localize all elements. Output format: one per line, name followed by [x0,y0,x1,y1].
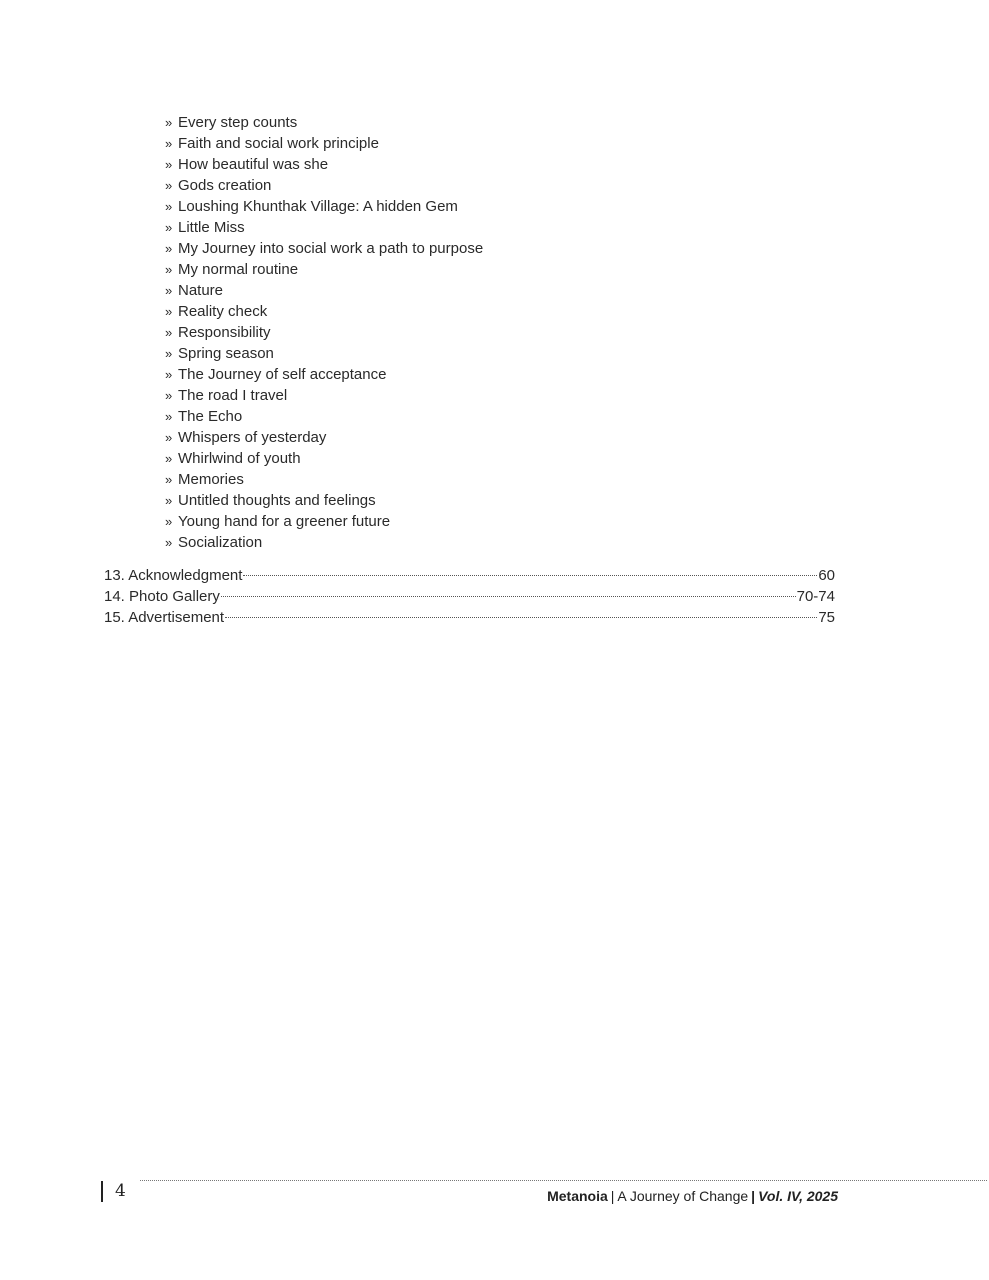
list-item-label: Every step counts [178,114,298,131]
chevron-bullet-icon: » [165,451,173,466]
list-item [165,112,483,133]
list-item-label: Loushing Khunthak Village: A hidden Gem [178,198,458,215]
list-item [165,448,483,469]
chevron-bullet-icon: » [165,178,173,193]
list-item [165,217,483,238]
chevron-bullet-icon: » [165,220,173,235]
chevron-bullet-icon: » [165,493,173,508]
list-item-label: How beautiful was she [178,156,329,173]
chevron-bullet-icon: » [165,346,173,361]
chevron-bullet-icon: » [165,304,173,319]
dot-leader [221,596,796,597]
toc-entry-page: 70-74 [796,588,835,605]
list-item-label: My normal routine [178,261,299,278]
chevron-bullet-icon: » [165,430,173,445]
list-item [165,154,483,175]
list-item-label: Faith and social work principle [178,135,379,152]
chevron-bullet-icon: » [165,157,173,172]
list-item-label: Gods creation [178,177,272,194]
footer-separator: | [610,1188,615,1204]
toc-entry [104,586,835,607]
list-item [165,511,483,532]
list-item-label: The Journey of self acceptance [178,366,387,383]
list-item [165,322,483,343]
footer-separator: | [751,1188,756,1204]
list-item-label: Responsibility [178,324,271,341]
chevron-bullet-icon: » [165,535,173,550]
list-item-label: Whispers of yesterday [178,429,327,446]
toc-entry-label: 14. Photo Gallery [104,588,220,605]
list-item [165,238,483,259]
list-item [165,133,483,154]
footer-divider [140,1180,987,1181]
list-item-label: My Journey into social work a path to purpose [178,240,484,257]
toc-entry [104,607,835,628]
chevron-bullet-icon: » [165,325,173,340]
sub-item-list [165,112,483,553]
list-item [165,427,483,448]
list-item-label: Untitled thoughts and feelings [178,492,376,509]
list-item [165,259,483,280]
chevron-bullet-icon: » [165,472,173,487]
list-item [165,490,483,511]
list-item [165,385,483,406]
chevron-bullet-icon: » [165,136,173,151]
list-item [165,406,483,427]
volume-info: Vol. IV, 2025 [758,1188,838,1204]
chevron-bullet-icon: » [165,241,173,256]
toc-entry-page: 60 [818,567,835,584]
chevron-bullet-icon: » [165,115,173,130]
chevron-bullet-icon: » [165,388,173,403]
chevron-bullet-icon: » [165,262,173,277]
running-footer [547,1186,838,1206]
dot-leader [225,617,817,618]
list-item-label: Socialization [178,534,263,551]
list-item [165,301,483,322]
chevron-bullet-icon: » [165,283,173,298]
table-of-contents [104,565,835,628]
list-item [165,532,483,553]
toc-entry [104,565,835,586]
list-item-label: Spring season [178,345,274,362]
list-item-label: Reality check [178,303,268,320]
publication-name: Metanoia [547,1188,608,1204]
list-item [165,364,483,385]
toc-entry-label: 13. Acknowledgment [104,567,243,584]
list-item [165,280,483,301]
list-item [165,196,483,217]
toc-entry-page: 75 [818,609,835,626]
list-item [165,175,483,196]
list-item [165,469,483,490]
chevron-bullet-icon: » [165,514,173,529]
chevron-bullet-icon: » [165,367,173,382]
footer-vertical-bar [101,1181,103,1202]
dot-leader [243,575,817,576]
list-item-label: Memories [178,471,244,488]
list-item-label: Young hand for a greener future [178,513,391,530]
list-item-label: The road I travel [178,387,288,404]
chevron-bullet-icon: » [165,409,173,424]
chevron-bullet-icon: » [165,199,173,214]
list-item-label: Nature [178,282,224,299]
list-item-label: The Echo [178,408,243,425]
list-item [165,343,483,364]
page-number: 4 [115,1181,126,1201]
list-item-label: Whirlwind of youth [178,450,301,467]
list-item-label: Little Miss [178,219,245,236]
toc-entry-label: 15. Advertisement [104,609,225,626]
publication-tagline: A Journey of Change [617,1188,749,1204]
